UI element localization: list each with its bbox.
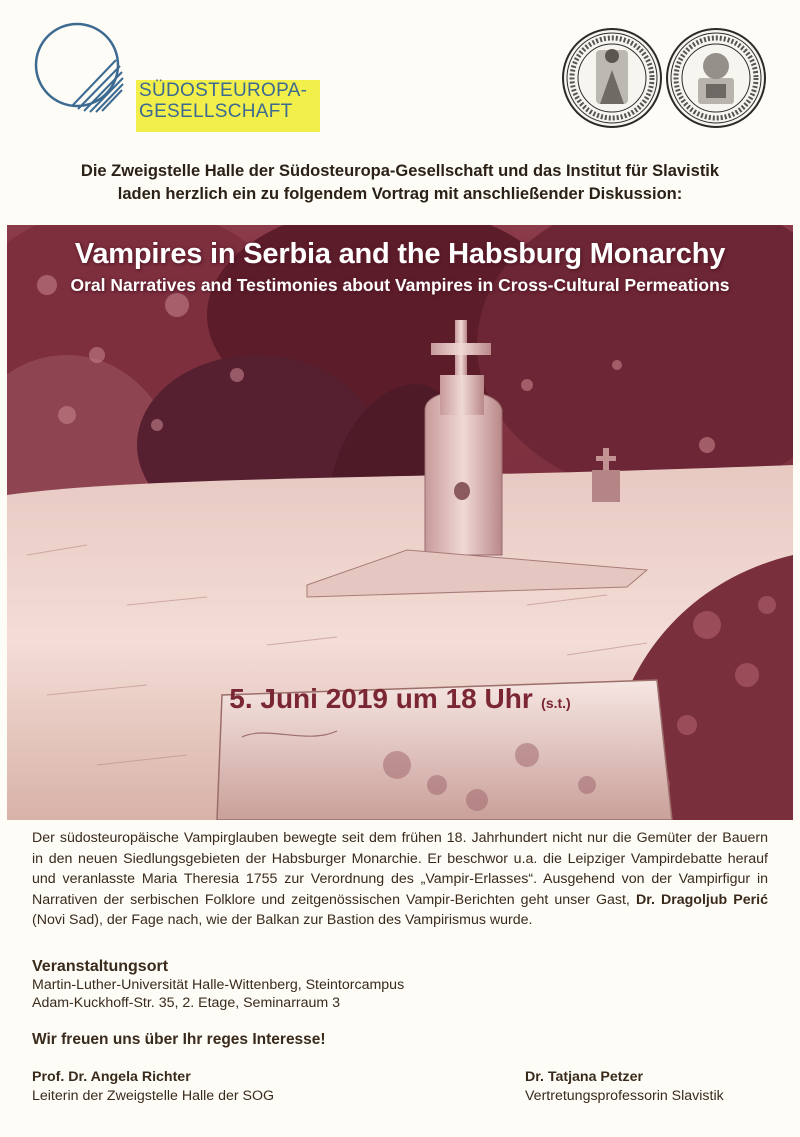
university-seals: [560, 20, 770, 140]
venue-line-1: Martin-Luther-Universität Halle-Wittenberg, Steintorcampus: [32, 977, 405, 993]
cemetery-photo: [7, 225, 793, 820]
description-part-2: (Novi Sad), der Fage nach, wie der Balkan zur Bastion des Vampirismus wurde.: [32, 912, 533, 928]
guest-speaker: Dr. Dragoljub Perić: [635, 891, 768, 908]
sog-logo-wordmark: [136, 80, 320, 132]
sog-logo-mark: [32, 20, 142, 120]
seal-left: [563, 29, 661, 127]
intro-line-1: Die Zweigstelle Halle der Südosteuropa-Gesellschaft und das Institut für Slavistik: [80, 162, 720, 180]
talk-title: Vampires in Serbia and the Habsburg Monarchy: [74, 238, 726, 270]
event-date-main: 5. Juni 2019 um 18 Uhr: [229, 683, 533, 714]
talk-description: [32, 828, 768, 931]
closing-line: Wir freuen uns über Ihr reges Interesse!: [32, 1031, 326, 1048]
signature-right: [525, 1068, 724, 1106]
intro-text: [20, 160, 780, 206]
signature-left: [32, 1068, 274, 1106]
logo-line-1: SÜDOSTEUROPA-: [139, 80, 308, 101]
signature-right-role: Vertretungsprofessorin Slavistik: [525, 1088, 724, 1104]
signature-left-name: Prof. Dr. Angela Richter: [32, 1069, 191, 1085]
logo-line-2: GESELLSCHAFT: [139, 101, 293, 122]
sog-logo: [32, 20, 332, 130]
talk-subtitle: Oral Narratives and Testimonies about Vampires in Cross-Cultural Permeations: [70, 275, 730, 295]
event-date: [7, 683, 793, 715]
signature-right-name: Dr. Tatjana Petzer: [525, 1069, 644, 1085]
seal-right: [667, 29, 765, 127]
venue-heading: Veranstaltungsort: [32, 958, 169, 975]
venue-line-2: Adam-Kuckhoff-Str. 35, 2. Etage, Seminarraum 3: [32, 995, 341, 1011]
event-date-suffix: (s.t.): [541, 695, 571, 711]
description-part-1: Der südosteuropäische Vampirglauben bewegte seit dem frühen 18. Jahrhundert nicht nur die Gemüter der Bauern in den neuen Siedlungsgebieten der Habsburger Monarchie. Er beschwor u.a. die Leipziger Vampirdebatte herauf und veranlasste Maria Theresia 1755 zur Verordnung des „Vampir-Erlasses“. Ausgehend von der Vampirfigur in Narrativen der serbischen Folklore und zeitgenössischen Vampir-Berichten geht unser Gast,: [32, 830, 768, 908]
signature-left-role: Leiterin der Zweigstelle Halle der SOG: [32, 1088, 275, 1104]
intro-line-2: laden herzlich ein zu folgendem Vortrag mit anschließender Diskussion:: [117, 185, 683, 203]
cemetery-illustration: [7, 225, 793, 820]
